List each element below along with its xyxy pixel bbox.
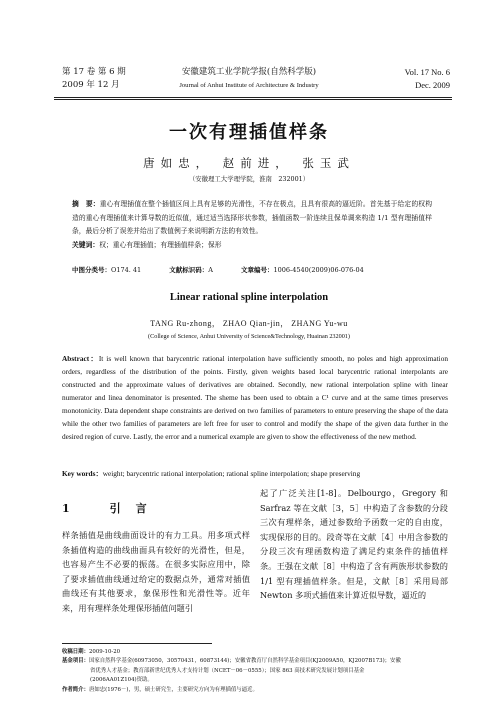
header-volume-cn: 第 17 卷 第 6 期 (62, 67, 126, 77)
header-journal-en: Journal of Anhui Institute of Architecture & Industry (179, 82, 319, 89)
abstract-en-text: It is well known that barycentric rational interpolation have sufficiently smooth, no poles and high approximation orders, regardless of the distribution of the points. Firstly, given weights based local barycentric rational interpolants are constructed and the approximate values of derivatives are obtained. Secondly, new rational interpolation spline with linear numerator and linea denominator is presented. The sheme has been used to obtain a C¹ curve and at the same times preserves monotonicity. Data dependent shape constraints are derived on two families of parameters to enture preserving the shape of the data while the other two families of parameters are left free for user to control and modify the shape of the given data further in the desired region of curve. Lastly, the error and a numerical example are given to show the effectiveness of the new method. (62, 354, 448, 441)
affiliation-cn: （安徽理工大学理学院，淮南 232001） (188, 175, 310, 183)
header-date-cn: 2009 年 12 月 (62, 80, 120, 90)
abstract-cn-label: 摘 要： (72, 200, 100, 208)
running-header (0, 66, 498, 100)
doc-code-value: A (208, 266, 213, 274)
abstract-en-label: Abstract： (62, 354, 99, 363)
footnote-rule (62, 643, 212, 644)
header-issue-en (405, 66, 450, 92)
authors-en: TANG Ru-zhong， ZHAO Qian-jin， ZHANG Yu-wu (150, 319, 348, 328)
clc-label: 中图分类号： (72, 266, 111, 274)
author-bio: 唐如忠(1976－)，男，硕士研究生，主要研究方向为有理插值与逼近。 (88, 686, 258, 693)
clc-value: O174. 41 (111, 266, 142, 274)
section-heading (62, 500, 250, 516)
body-left-text: 样条插值是曲线曲面设计的有力工具。用多项式样条插值构造的曲线曲面具有较好的光滑性，但是，也容易产生不必要的振荡。在很多实际应用中，除了要求插值曲线通过给定的数据点外，通常对插值曲线还有其他要求，象保形性和光滑性等。近年来，用有理样条处理保形插值问题引 (62, 530, 250, 613)
received-date: 2009-10-20 (88, 649, 121, 655)
affiliation-en: (College of Science, Anhui University of Science&Technology, Huainan 232001) (148, 333, 350, 340)
paper-title-cn: 一次有理插值样条 (169, 122, 329, 143)
keywords-cn-label: 关键词： (72, 240, 100, 249)
abstract-cn (72, 198, 432, 252)
fund-line-2: 省优秀人才基金；教育部新世纪优秀人才支持计划（NCET－06－0555）；国家 863 高技术研究发展计划项目基金 (90, 667, 365, 674)
footnotes (62, 648, 448, 695)
body-right-text: 起了广泛关注[1-8]。Delbourgo，Gregory 和 Sarfraz 等在文献［3，5］中构造了含参数的分段三次有理样条，通过参数给予函数一定的自由度，实现保形的目的。段奇等在文献［4］中用含参数的分段三次有理函数构造了满足约束条件的插值样条。王强在文献［8］中构造了含有两族形状参数的 1/1 型有理插值样条。但是，文献［8］采用局部 Newton 多项式插值来计算近似导数，逼近的 (260, 488, 448, 601)
keywords-en-label: Key words： (62, 469, 103, 478)
header-journal-cn: 安徽建筑工业学院学报(自然科学版) (181, 67, 317, 77)
abstract-en (62, 352, 448, 443)
section-number: 1 (62, 502, 72, 515)
fund-label: 基金项目： (62, 658, 89, 665)
keywords-en (62, 467, 448, 480)
authors-cn: 唐如忠， 赵前进， 张玉武 (143, 156, 355, 170)
received-label: 收稿日期： (62, 649, 89, 655)
fund-line-1: 国家自然科学基金(60973050，30570431，60873144)；安徽省教育厅自然科学基金项目(KJ2009A50，KJ2007B173)；安徽 (88, 658, 401, 665)
author-bio-label: 作者简介： (62, 686, 89, 693)
body-column-right (260, 486, 448, 603)
keywords-en-text: weight; barycentric rational interpolation; rational spline interpolation; shape preserving (102, 469, 361, 478)
section-title: 引 言 (109, 502, 149, 515)
header-date-en: Dec. 2009 (415, 80, 450, 90)
paper-title-en: Linear rational spline interpolation (169, 292, 329, 303)
classification-line (72, 264, 432, 276)
header-rule-top (54, 97, 452, 98)
header-volume-en: Vol. 17 No. 6 (404, 67, 450, 77)
abstract-cn-text: 重心有理插值在整个插值区间上具有足够的光滑性，不存在极点，且具有很高的逼近阶。首先基于给定的权构造的重心有理插值来计算导数的近似值，通过适当选择形状参数，插值函数一阶连续且保单调来构造 1/1 型有理插值样条，最后分析了误差并给出了数值例子来说明新方法的有效性。 (72, 200, 432, 235)
article-no-value: 1006-4540(2009)06-076-04 (273, 266, 364, 274)
article-no-label: 文章编号： (241, 266, 274, 274)
doc-code-label: 文献标识码： (169, 266, 209, 274)
fund-line-3: (2006AA01Z104)资助。 (90, 677, 153, 684)
header-rule-bottom (54, 99, 452, 100)
keywords-cn-text: 权；重心有理插值；有理插值样条；保形 (99, 240, 222, 249)
body-column-left (62, 528, 250, 616)
